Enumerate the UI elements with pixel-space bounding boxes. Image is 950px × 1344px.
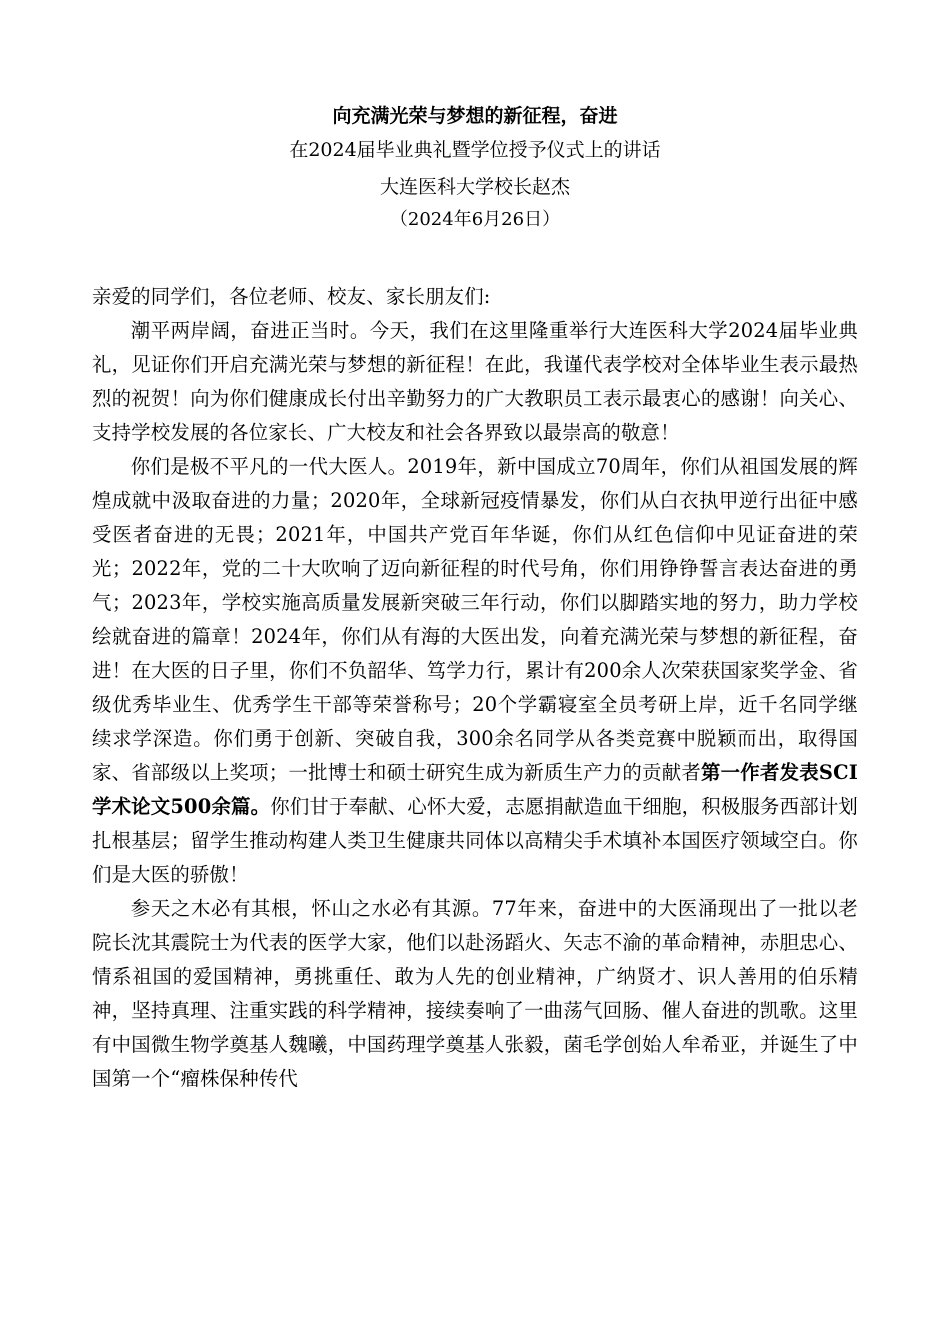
- speech-date: （2024年6月26日）: [389, 209, 561, 230]
- paragraph-1: 潮平两岸阔，奋进正当时。今天，我们在这里隆重举行大连医科大学2024届毕业典礼，见证你们开启充满光荣与梦想的新征程！在此，我谨代表学校对全体毕业生表示最热烈的祝贺！向为你们健康成长付出辛勤努力的广大教职员工表示最衷心的感谢！向关心、支持学校发展的各位家长、广大校友和社会各界致以最崇高的敬意！: [92, 319, 858, 444]
- speech-author: 大连医科大学校长赵杰: [379, 176, 570, 198]
- greeting-paragraph: 亲爱的同学们，各位老师、校友、家长朋友们:: [92, 285, 491, 308]
- paragraph-2-bold: 第一作者发表SCI学术论文500余篇。: [92, 761, 858, 818]
- paragraph-2-part-2: 你们甘于奉献、心怀大爱，志愿捐献造血干细胞，积极服务西部计划扎根基层；留学生推动构建人类卫生健康共同体以高精尖手术填补本国医疗领域空白。你们是大医的骄傲！: [92, 795, 859, 886]
- paragraph-2-part-1: 你们是极不平凡的一代大医人。2019年，新中国成立70周年，你们从祖国发展的辉煌成就中汲取奋进的力量；2020年，全球新冠疫情暴发，你们从白衣执甲逆行出征中感受医者奋进的无畏；2021年，中国共产党百年华诞，你们从红色信仰中见证奋进的荣光；2022年，党的二十大吹响了迈向新征程的时代号角，你们用铮铮誓言表达奋进的勇气；2023年，学校实施高质量发展新突破三年行动，你们以脚踏实地的努力，助力学校绘就奋进的篇章！2024年，你们从有海的大医出发，向着充满光荣与梦想的新征程，奋进！在大医的日子里，你们不负韶华、笃学力行，累计有200余人次荣获国家奖学金、省级优秀毕业生、优秀学生干部等荣誉称号；20个学霸寝室全员考研上岸，近千名同学继续求学深造。你们勇于创新、突破自我，300余名同学从各类竞赛中脱颖而出，取得国家、省部级以上奖项；一批博士和硕士研究生成为新质生产力的贡献者: [92, 455, 858, 784]
- speech-subtitle: 在2024届毕业典礼暨学位授予仪式上的讲话: [289, 139, 661, 161]
- speech-title: 向充满光荣与梦想的新征程，奋进: [332, 105, 618, 127]
- paragraph-2: [92, 450, 858, 892]
- paragraph-3: 参天之木必有其根，怀山之水必有其源。77年来，奋进中的大医涌现出了一批以老院长沈其震院士为代表的医学大家，他们以赴汤蹈火、矢志不渝的革命精神，赤胆忠心、情系祖国的爱国精神，勇挑重任、敢为人先的创业精神，广纳贤才、识人善用的伯乐精神，坚持真理、注重实践的科学精神，接续奏响了一曲荡气回肠、催人奋进的凯歌。这里有中国微生物学奠基人魏曦，中国药理学奠基人张毅，菌毛学创始人牟希亚，并诞生了中国第一个“瘤株保种传代: [92, 897, 858, 1090]
- speech-body: [92, 280, 858, 1096]
